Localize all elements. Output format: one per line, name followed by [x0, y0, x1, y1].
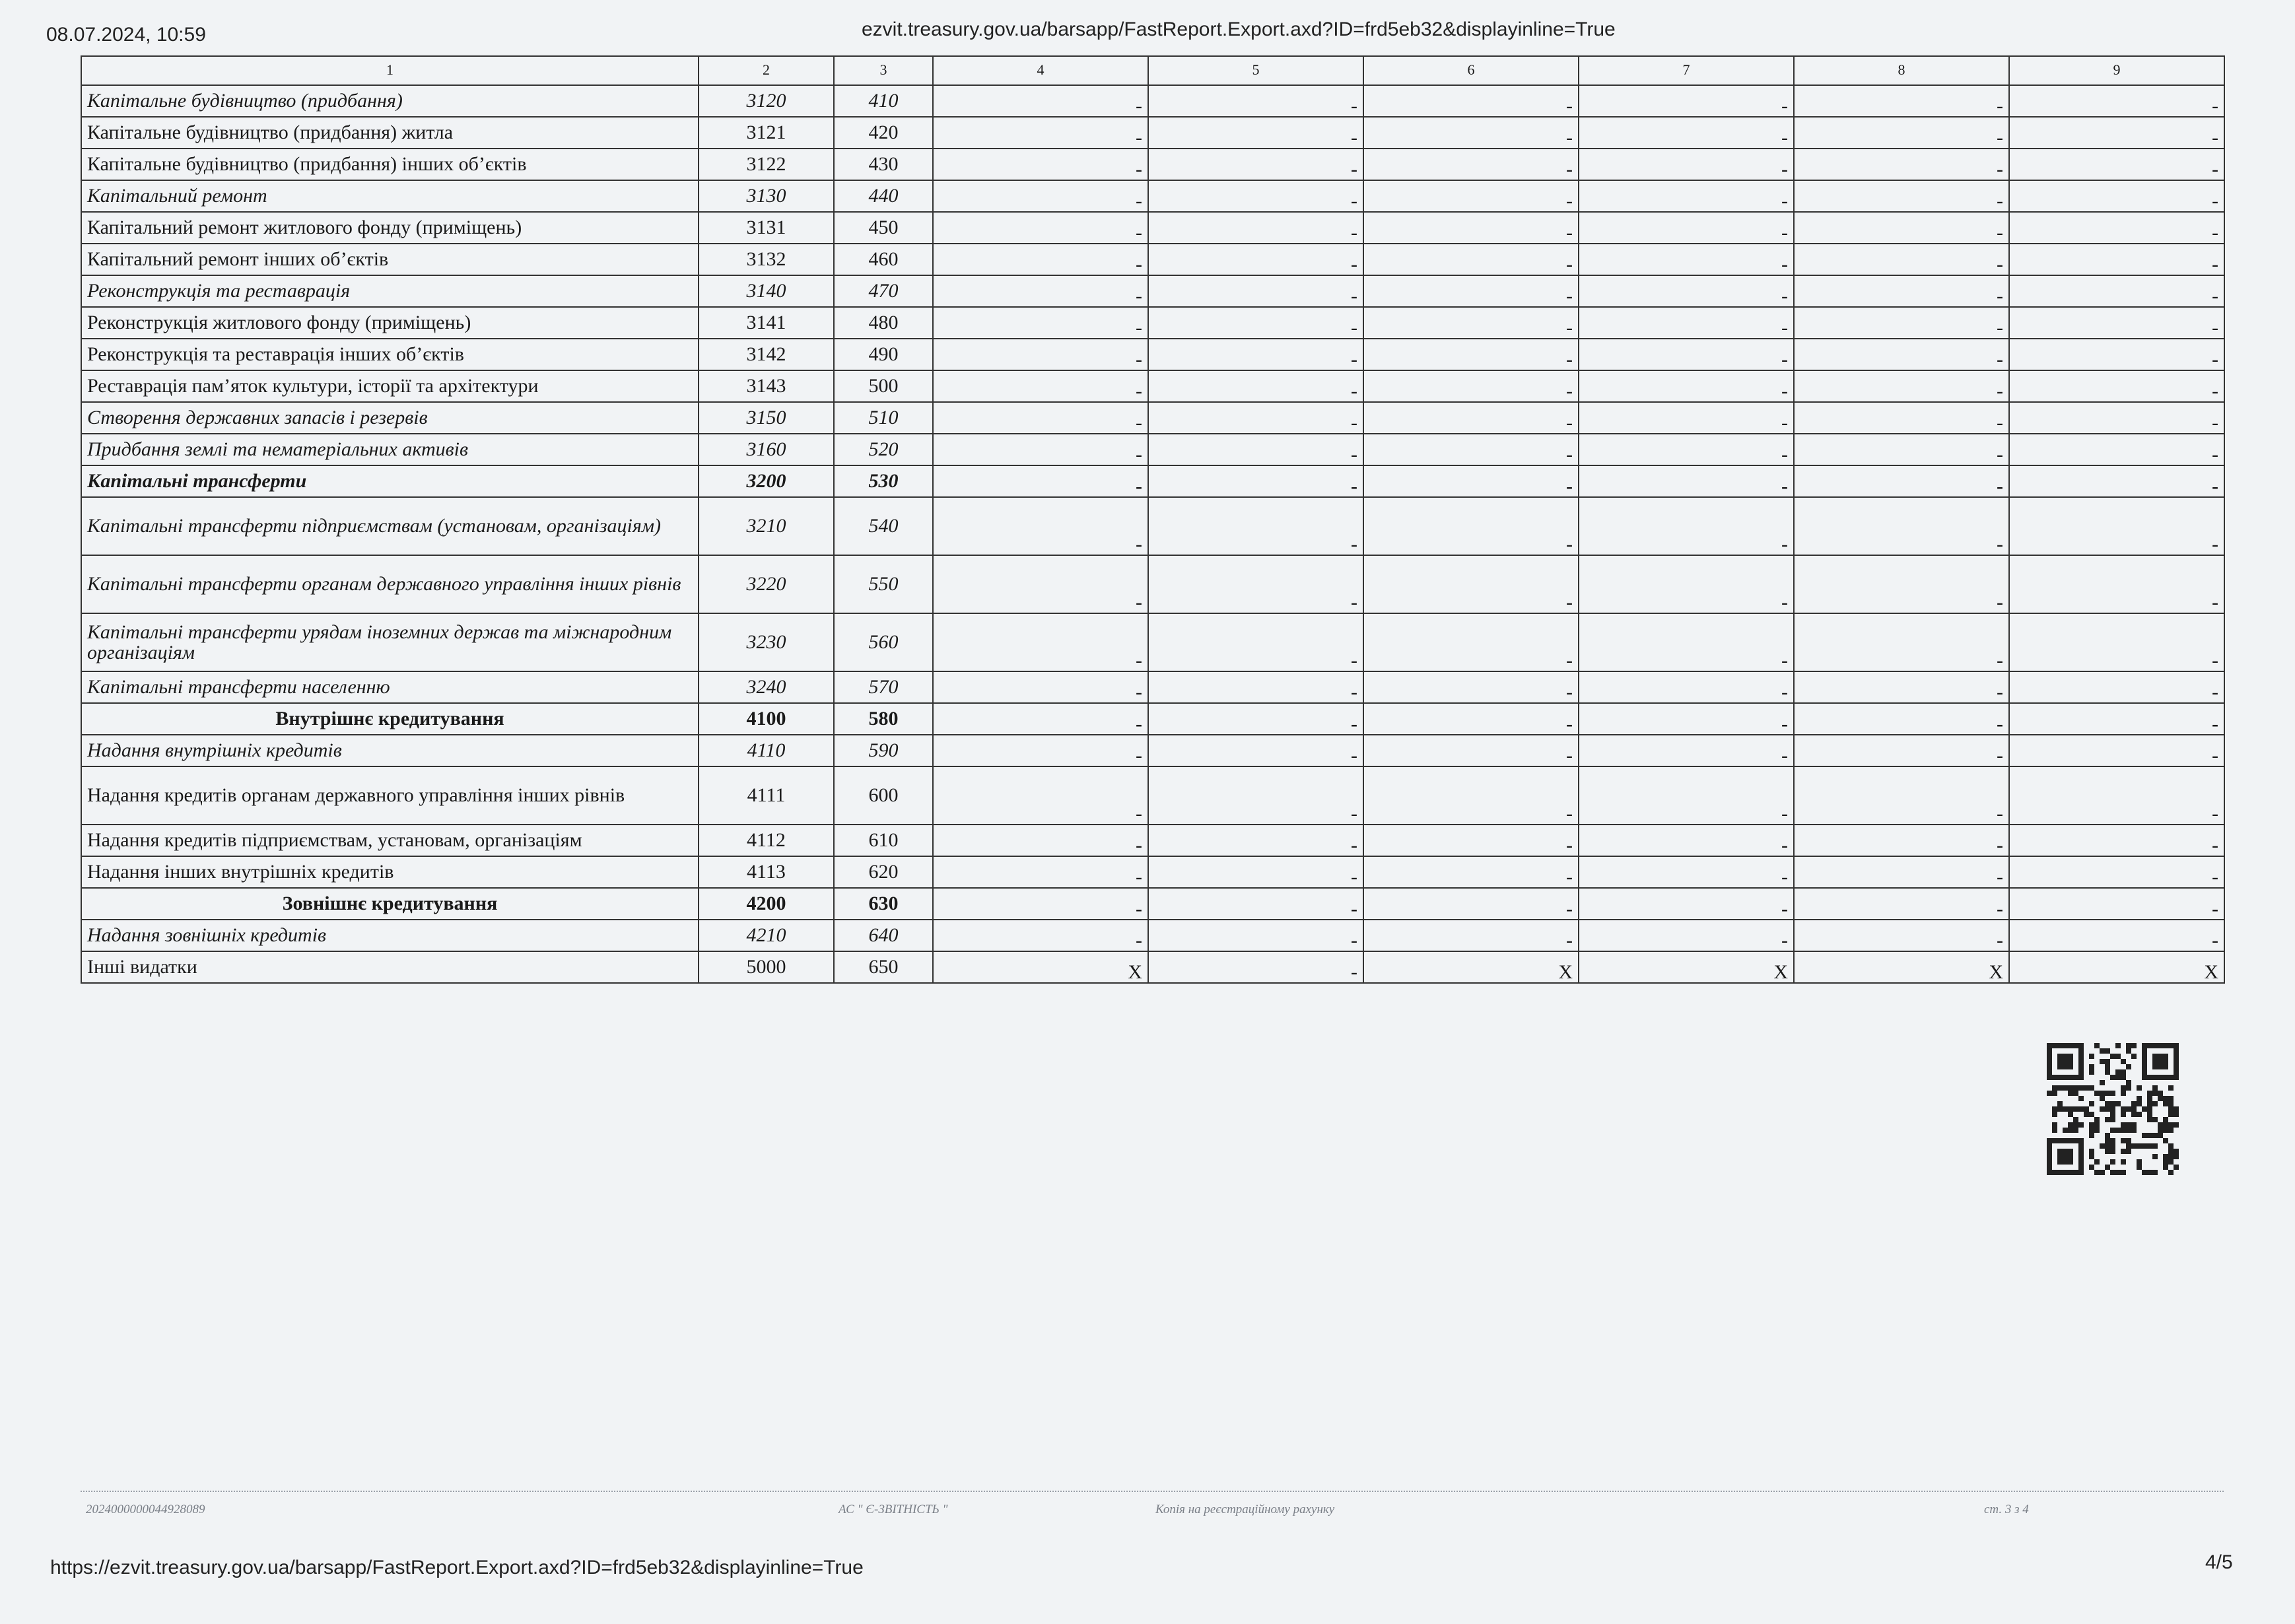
- row-code: 3150: [699, 402, 834, 434]
- row-value: -: [1579, 212, 1794, 244]
- row-value: -: [1363, 465, 1579, 497]
- row-value: -: [1363, 180, 1579, 212]
- row-name: Надання кредитів органам державного управління інших рівнів: [81, 766, 699, 825]
- table-row: [81, 339, 2224, 370]
- row-value: -: [933, 149, 1148, 180]
- row-value: -: [1363, 766, 1579, 825]
- row-name: Інші видатки: [81, 951, 699, 983]
- row-value: -: [1148, 703, 1363, 735]
- row-value: -: [1363, 613, 1579, 671]
- row-name: Зовнішнє кредитування: [81, 888, 699, 920]
- row-value: -: [1363, 212, 1579, 244]
- table-row: [81, 888, 2224, 920]
- row-value: -: [1363, 703, 1579, 735]
- row-value: -: [1148, 85, 1363, 117]
- row-value: -: [1794, 465, 2009, 497]
- row-line-number: 430: [834, 149, 933, 180]
- row-value: -: [1794, 497, 2009, 555]
- print-datetime: 08.07.2024, 10:59: [46, 24, 206, 46]
- row-value: -: [933, 85, 1148, 117]
- row-name: Капітальні трансферти органам державного управління інших рівнів: [81, 555, 699, 613]
- row-value: -: [933, 275, 1148, 307]
- row-value: -: [933, 180, 1148, 212]
- row-line-number: 610: [834, 825, 933, 856]
- row-code: 3220: [699, 555, 834, 613]
- table-row: [81, 735, 2224, 766]
- row-value: -: [1579, 85, 1794, 117]
- row-value: -: [1148, 951, 1363, 983]
- table-row: [81, 497, 2224, 555]
- row-value: -: [1579, 888, 1794, 920]
- row-value: -: [1794, 370, 2009, 402]
- row-value: -: [1579, 856, 1794, 888]
- row-value: -: [1148, 117, 1363, 149]
- row-value: -: [2009, 402, 2224, 434]
- row-line-number: 590: [834, 735, 933, 766]
- row-value: X: [1794, 951, 2009, 983]
- row-value: -: [2009, 825, 2224, 856]
- row-value: -: [933, 212, 1148, 244]
- row-name: Реконструкція житлового фонду (приміщень): [81, 307, 699, 339]
- row-value: -: [1794, 307, 2009, 339]
- row-value: -: [1363, 149, 1579, 180]
- row-value: -: [1148, 735, 1363, 766]
- column-number: 1: [81, 56, 699, 85]
- row-value: -: [1148, 244, 1363, 275]
- row-value: -: [2009, 434, 2224, 465]
- row-code: 4112: [699, 825, 834, 856]
- column-number-row: [81, 56, 2224, 85]
- column-number: 9: [2009, 56, 2224, 85]
- row-code: 5000: [699, 951, 834, 983]
- row-value: X: [2009, 951, 2224, 983]
- row-value: -: [933, 465, 1148, 497]
- row-code: 3120: [699, 85, 834, 117]
- row-value: -: [1579, 766, 1794, 825]
- column-number: 8: [1794, 56, 2009, 85]
- column-number: 6: [1363, 56, 1579, 85]
- row-line-number: 530: [834, 465, 933, 497]
- qr-code-icon: [2047, 1043, 2179, 1175]
- row-value: -: [1148, 671, 1363, 703]
- table-row: [81, 856, 2224, 888]
- table-row: [81, 307, 2224, 339]
- row-value: -: [1579, 244, 1794, 275]
- row-value: -: [1794, 117, 2009, 149]
- column-number: 2: [699, 56, 834, 85]
- row-value: -: [1794, 856, 2009, 888]
- row-line-number: 420: [834, 117, 933, 149]
- row-value: -: [1363, 671, 1579, 703]
- row-value: -: [2009, 275, 2224, 307]
- row-name: Надання кредитів підприємствам, установам, організаціям: [81, 825, 699, 856]
- row-line-number: 630: [834, 888, 933, 920]
- row-line-number: 460: [834, 244, 933, 275]
- row-line-number: 650: [834, 951, 933, 983]
- row-value: -: [933, 613, 1148, 671]
- row-name: Капітальні трансферти урядам іноземних держав та міжнародним організаціям: [81, 613, 699, 671]
- row-code: 3132: [699, 244, 834, 275]
- row-value: -: [1148, 920, 1363, 951]
- row-name: Капітальне будівництво (придбання): [81, 85, 699, 117]
- row-line-number: 640: [834, 920, 933, 951]
- row-value: -: [1579, 149, 1794, 180]
- row-value: -: [1794, 671, 2009, 703]
- row-value: -: [2009, 613, 2224, 671]
- row-value: -: [1363, 735, 1579, 766]
- row-value: -: [2009, 735, 2224, 766]
- row-value: -: [933, 671, 1148, 703]
- row-value: -: [1363, 555, 1579, 613]
- print-url-footer: https://ezvit.treasury.gov.ua/barsapp/FastReport.Export.axd?ID=frd5eb32&displayinline=True: [50, 1557, 864, 1578]
- row-value: -: [1148, 613, 1363, 671]
- row-line-number: 490: [834, 339, 933, 370]
- row-value: -: [1579, 555, 1794, 613]
- row-value: -: [1363, 402, 1579, 434]
- row-value: -: [933, 402, 1148, 434]
- table-row: [81, 85, 2224, 117]
- row-value: -: [933, 703, 1148, 735]
- copy-note: Копія на реєстраційному рахунку: [1155, 1503, 1335, 1516]
- row-value: -: [933, 766, 1148, 825]
- table-row: [81, 370, 2224, 402]
- table-row: [81, 825, 2224, 856]
- row-line-number: 520: [834, 434, 933, 465]
- row-value: -: [1363, 497, 1579, 555]
- row-value: -: [1148, 212, 1363, 244]
- column-number: 4: [933, 56, 1148, 85]
- row-value: X: [1363, 951, 1579, 983]
- row-value: -: [1579, 275, 1794, 307]
- row-value: -: [1363, 117, 1579, 149]
- row-value: -: [933, 117, 1148, 149]
- row-value: -: [1794, 766, 2009, 825]
- table-row: [81, 703, 2224, 735]
- row-code: 4100: [699, 703, 834, 735]
- row-line-number: 510: [834, 402, 933, 434]
- table-row: [81, 671, 2224, 703]
- row-line-number: 560: [834, 613, 933, 671]
- table-row: [81, 434, 2224, 465]
- row-value: -: [1579, 307, 1794, 339]
- row-value: -: [1363, 434, 1579, 465]
- row-line-number: 450: [834, 212, 933, 244]
- row-value: -: [1363, 244, 1579, 275]
- row-line-number: 600: [834, 766, 933, 825]
- row-code: 3140: [699, 275, 834, 307]
- row-value: -: [1579, 735, 1794, 766]
- row-value: -: [1363, 920, 1579, 951]
- row-value: -: [1794, 613, 2009, 671]
- row-code: 4200: [699, 888, 834, 920]
- table-row: [81, 149, 2224, 180]
- row-value: -: [2009, 370, 2224, 402]
- row-value: -: [1579, 339, 1794, 370]
- row-value: -: [2009, 180, 2224, 212]
- row-code: 3160: [699, 434, 834, 465]
- row-value: -: [1363, 307, 1579, 339]
- row-name: Капітальний ремонт: [81, 180, 699, 212]
- document-page: ст. 3 з 4: [1984, 1503, 2029, 1516]
- row-value: -: [933, 339, 1148, 370]
- row-value: -: [1794, 339, 2009, 370]
- row-value: -: [1148, 370, 1363, 402]
- row-value: -: [1148, 555, 1363, 613]
- row-value: -: [933, 370, 1148, 402]
- row-value: -: [1794, 212, 2009, 244]
- row-value: -: [1794, 888, 2009, 920]
- row-value: -: [933, 735, 1148, 766]
- document-id: 2024000000044928089: [86, 1503, 205, 1516]
- row-code: 3131: [699, 212, 834, 244]
- table-row: [81, 613, 2224, 671]
- system-name: АС " Є-ЗВІТНІСТЬ ": [839, 1503, 948, 1516]
- table-row: [81, 275, 2224, 307]
- row-value: -: [2009, 117, 2224, 149]
- row-name: Капітальні трансферти: [81, 465, 699, 497]
- row-value: -: [2009, 856, 2224, 888]
- row-line-number: 410: [834, 85, 933, 117]
- row-value: -: [2009, 888, 2224, 920]
- row-value: -: [1794, 402, 2009, 434]
- row-value: -: [1579, 671, 1794, 703]
- row-value: -: [2009, 555, 2224, 613]
- row-value: -: [1794, 85, 2009, 117]
- row-value: -: [2009, 703, 2224, 735]
- row-name: Реконструкція та реставрація інших об’єктів: [81, 339, 699, 370]
- row-code: 4113: [699, 856, 834, 888]
- row-value: -: [933, 307, 1148, 339]
- row-code: 4110: [699, 735, 834, 766]
- row-value: -: [1363, 370, 1579, 402]
- row-name: Надання зовнішніх кредитів: [81, 920, 699, 951]
- row-value: -: [1579, 434, 1794, 465]
- table-row: [81, 920, 2224, 951]
- row-value: -: [1794, 703, 2009, 735]
- row-value: -: [1363, 825, 1579, 856]
- column-number: 5: [1148, 56, 1363, 85]
- row-line-number: 440: [834, 180, 933, 212]
- footer-divider: [81, 1491, 2224, 1492]
- print-page-number: 4/5: [2205, 1551, 2233, 1573]
- row-value: -: [1579, 117, 1794, 149]
- row-value: -: [1579, 180, 1794, 212]
- row-line-number: 570: [834, 671, 933, 703]
- row-value: -: [1794, 275, 2009, 307]
- row-line-number: 620: [834, 856, 933, 888]
- row-name: Капітальний ремонт інших об’єктів: [81, 244, 699, 275]
- row-value: -: [2009, 307, 2224, 339]
- row-value: X: [1579, 951, 1794, 983]
- row-value: -: [1363, 85, 1579, 117]
- row-value: X: [933, 951, 1148, 983]
- row-value: -: [1579, 825, 1794, 856]
- row-value: -: [933, 555, 1148, 613]
- row-value: -: [1794, 920, 2009, 951]
- row-line-number: 470: [834, 275, 933, 307]
- row-code: 3121: [699, 117, 834, 149]
- row-value: -: [1148, 766, 1363, 825]
- row-name: Капітальне будівництво (придбання) житла: [81, 117, 699, 149]
- row-value: -: [933, 497, 1148, 555]
- column-number: 7: [1579, 56, 1794, 85]
- row-code: 3122: [699, 149, 834, 180]
- row-value: -: [2009, 497, 2224, 555]
- row-value: -: [1148, 149, 1363, 180]
- table-row: [81, 951, 2224, 983]
- row-line-number: 540: [834, 497, 933, 555]
- row-value: -: [1579, 703, 1794, 735]
- row-value: -: [2009, 339, 2224, 370]
- row-name: Придбання землі та нематеріальних активів: [81, 434, 699, 465]
- row-code: 3230: [699, 613, 834, 671]
- row-code: 3210: [699, 497, 834, 555]
- print-url-header: ezvit.treasury.gov.ua/barsapp/FastReport.Export.axd?ID=frd5eb32&displayinline=True: [862, 18, 1616, 40]
- table-row: [81, 465, 2224, 497]
- row-name: Капітальні трансферти підприємствам (установам, організаціям): [81, 497, 699, 555]
- row-name: Реставрація пам’яток культури, історії та архітектури: [81, 370, 699, 402]
- row-value: -: [1794, 149, 2009, 180]
- row-value: -: [2009, 244, 2224, 275]
- row-name: Реконструкція та реставрація: [81, 275, 699, 307]
- report-table: [81, 55, 2225, 984]
- row-value: -: [1579, 613, 1794, 671]
- row-value: -: [2009, 212, 2224, 244]
- row-value: -: [1579, 497, 1794, 555]
- row-value: -: [1148, 339, 1363, 370]
- row-code: 3130: [699, 180, 834, 212]
- row-value: -: [1579, 920, 1794, 951]
- table-row: [81, 212, 2224, 244]
- table-row: [81, 244, 2224, 275]
- row-value: -: [1579, 370, 1794, 402]
- row-line-number: 580: [834, 703, 933, 735]
- column-number: 3: [834, 56, 933, 85]
- row-value: -: [933, 856, 1148, 888]
- row-value: -: [1148, 275, 1363, 307]
- row-value: -: [1363, 339, 1579, 370]
- row-line-number: 500: [834, 370, 933, 402]
- row-value: -: [1363, 275, 1579, 307]
- row-value: -: [1148, 856, 1363, 888]
- row-value: -: [2009, 85, 2224, 117]
- row-value: -: [1579, 402, 1794, 434]
- row-value: -: [1794, 244, 2009, 275]
- row-code: 3240: [699, 671, 834, 703]
- row-value: -: [1148, 434, 1363, 465]
- row-name: Надання внутрішніх кредитів: [81, 735, 699, 766]
- table-row: [81, 180, 2224, 212]
- row-value: -: [933, 825, 1148, 856]
- row-value: -: [933, 244, 1148, 275]
- row-value: -: [1794, 825, 2009, 856]
- row-code: 4111: [699, 766, 834, 825]
- row-value: -: [1579, 465, 1794, 497]
- row-value: -: [2009, 149, 2224, 180]
- table-row: [81, 766, 2224, 825]
- row-value: -: [1794, 555, 2009, 613]
- row-value: -: [1363, 856, 1579, 888]
- row-value: -: [1794, 434, 2009, 465]
- row-name: Надання інших внутрішніх кредитів: [81, 856, 699, 888]
- table-row: [81, 555, 2224, 613]
- row-value: -: [2009, 465, 2224, 497]
- row-value: -: [1794, 735, 2009, 766]
- row-value: -: [2009, 920, 2224, 951]
- row-value: -: [933, 888, 1148, 920]
- row-value: -: [1363, 888, 1579, 920]
- row-value: -: [1148, 888, 1363, 920]
- row-code: 4210: [699, 920, 834, 951]
- row-value: -: [933, 920, 1148, 951]
- table-row: [81, 117, 2224, 149]
- table-row: [81, 402, 2224, 434]
- row-code: 3142: [699, 339, 834, 370]
- row-name: Капітальний ремонт житлового фонду (приміщень): [81, 212, 699, 244]
- row-value: -: [2009, 671, 2224, 703]
- row-line-number: 550: [834, 555, 933, 613]
- row-value: -: [933, 434, 1148, 465]
- row-value: -: [2009, 766, 2224, 825]
- row-code: 3200: [699, 465, 834, 497]
- row-name: Внутрішнє кредитування: [81, 703, 699, 735]
- row-line-number: 480: [834, 307, 933, 339]
- row-code: 3141: [699, 307, 834, 339]
- row-name: Капітальне будівництво (придбання) інших об’єктів: [81, 149, 699, 180]
- row-value: -: [1148, 825, 1363, 856]
- row-value: -: [1794, 180, 2009, 212]
- row-value: -: [1148, 307, 1363, 339]
- row-value: -: [1148, 402, 1363, 434]
- row-code: 3143: [699, 370, 834, 402]
- row-name: Створення державних запасів і резервів: [81, 402, 699, 434]
- row-value: -: [1148, 465, 1363, 497]
- row-value: -: [1148, 180, 1363, 212]
- row-name: Капітальні трансферти населенню: [81, 671, 699, 703]
- row-value: -: [1148, 497, 1363, 555]
